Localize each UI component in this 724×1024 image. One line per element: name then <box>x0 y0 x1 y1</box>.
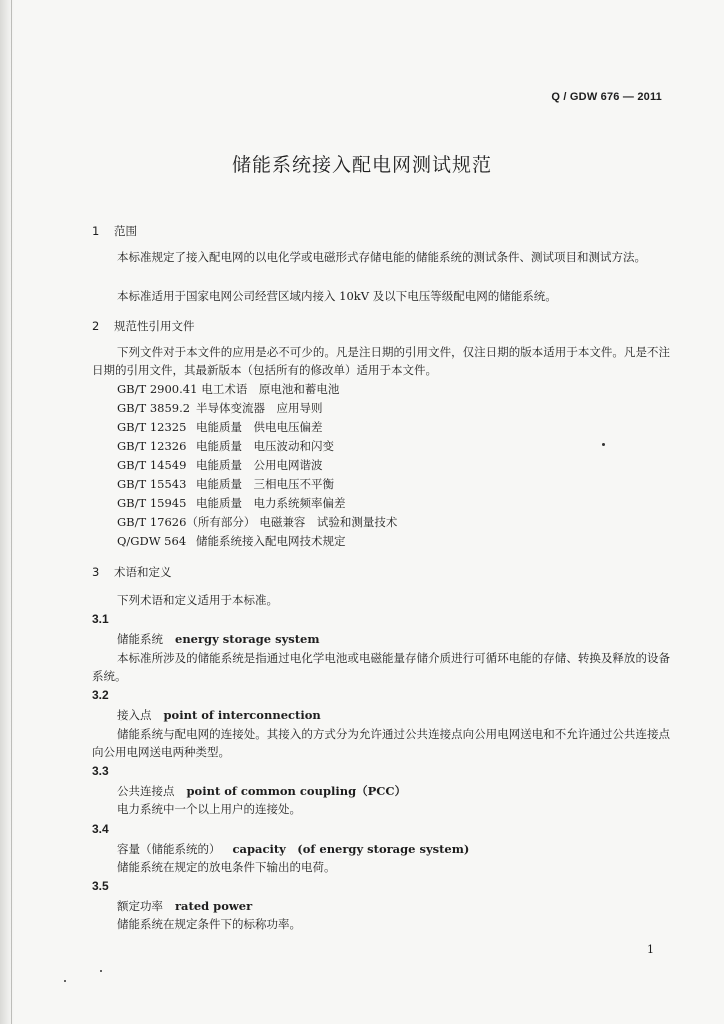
section-1-paragraph-1: 本标准规定了接入配电网的以电化学或电磁形式存储电能的储能系统的测试条件、测试项目和测试方法。 <box>117 250 646 264</box>
scan-speck <box>602 443 605 446</box>
term-definition: 电力系统中一个以上用户的连接处。 <box>117 802 301 816</box>
term-english: rated power <box>175 899 253 913</box>
reference-item <box>117 495 346 511</box>
term-heading <box>117 841 469 857</box>
section-3-paragraph-1: 下列术语和定义适用于本标准。 <box>117 593 278 607</box>
reference-title: 电能质量 电压波动和闪变 <box>196 439 334 453</box>
section-number: 1 <box>92 224 100 238</box>
term-number: 3.5 <box>92 879 109 893</box>
section-2-paragraph-1: 下列文件对于本文件的应用是必不可少的。凡是注日期的引用文件，仅注日期的版本适用于本文件。凡是不注日期的引用文件，其最新版本（包括所有的修改单）适用于本文件。 <box>92 345 670 377</box>
page-number: 1 <box>647 943 654 956</box>
reference-item <box>117 419 323 435</box>
reference-title: 电能质量 三相电压不平衡 <box>196 477 334 491</box>
reference-code: GB/T 12326 <box>117 439 187 453</box>
term-definition: 储能系统在规定的放电条件下输出的电荷。 <box>117 860 336 874</box>
section-number: 2 <box>92 319 100 333</box>
term-number: 3.4 <box>92 822 109 836</box>
reference-code: GB/T 2900.41 <box>117 382 198 396</box>
reference-item <box>117 438 334 454</box>
term-chinese: 额定功率 <box>117 899 163 913</box>
reference-code: GB/T 15543 <box>117 477 187 491</box>
section-title: 范围 <box>114 224 137 238</box>
term-heading <box>117 783 406 799</box>
section-1-paragraph-2: 本标准适用于国家电网公司经营区域内接入 10kV 及以下电压等级配电网的储能系统。 <box>117 289 557 303</box>
term-number: 3.2 <box>92 688 109 702</box>
document-title: 储能系统接入配电网测试规范 <box>231 154 492 176</box>
scan-speck <box>100 970 102 972</box>
term-chinese: 储能系统 <box>117 632 163 646</box>
term-english: point of common coupling（PCC） <box>186 784 407 798</box>
reference-code: Q/GDW 564 <box>117 534 187 548</box>
reference-code: GB/T 15945 <box>117 496 187 510</box>
term-definition: 储能系统在规定条件下的标称功率。 <box>117 917 301 931</box>
term-heading <box>117 631 320 647</box>
reference-title: 储能系统接入配电网技术规定 <box>196 534 346 548</box>
reference-item <box>117 381 339 397</box>
reference-code: GB/T 12325 <box>117 420 187 434</box>
term-english: capacity (of energy storage system) <box>232 842 470 856</box>
reference-title: 电能质量 电力系统频率偏差 <box>196 496 346 510</box>
reference-item <box>117 476 334 492</box>
reference-title: 电能质量 供电电压偏差 <box>196 420 323 434</box>
scan-speck <box>64 980 66 982</box>
section-title: 规范性引用文件 <box>114 319 195 333</box>
section-title: 术语和定义 <box>114 565 172 579</box>
term-definition: 储能系统与配电网的连接处。其接入的方式分为允许通过公共连接点向公用电网送电和不允许通过公共连接点向公用电网送电两种类型。 <box>92 727 670 759</box>
reference-code: GB/T 17626（所有部分） <box>117 515 256 529</box>
section-number: 3 <box>92 565 100 579</box>
reference-title: 半导体变流器 应用导则 <box>196 401 323 415</box>
section-3-heading <box>92 564 172 580</box>
reference-title: 电工术语 原电池和蓄电池 <box>201 382 340 396</box>
reference-item <box>117 514 397 530</box>
reference-item <box>117 457 323 473</box>
standard-code: Q / GDW 676 — 2011 <box>551 91 662 103</box>
term-number: 3.3 <box>92 764 109 778</box>
term-number: 3.1 <box>92 612 109 626</box>
reference-title: 电能质量 公用电网谐波 <box>196 458 323 472</box>
reference-item <box>117 533 346 549</box>
term-heading <box>117 898 252 914</box>
term-english: energy storage system <box>175 632 320 646</box>
reference-code: GB/T 3859.2 <box>117 401 191 415</box>
reference-item <box>117 400 323 416</box>
term-chinese: 接入点 <box>117 708 152 722</box>
reference-title: 电磁兼容 试验和测量技术 <box>259 515 398 529</box>
term-english: point of interconnection <box>163 708 321 722</box>
section-1-heading <box>92 223 137 239</box>
term-definition: 本标准所涉及的储能系统是指通过电化学电池或电磁能量存储介质进行可循环电能的存储、转换及释放的设备系统。 <box>92 651 670 683</box>
reference-code: GB/T 14549 <box>117 458 187 472</box>
term-chinese: 容量（储能系统的） <box>117 842 221 856</box>
term-heading <box>117 707 321 723</box>
term-chinese: 公共连接点 <box>117 784 175 798</box>
section-2-heading <box>92 318 195 334</box>
